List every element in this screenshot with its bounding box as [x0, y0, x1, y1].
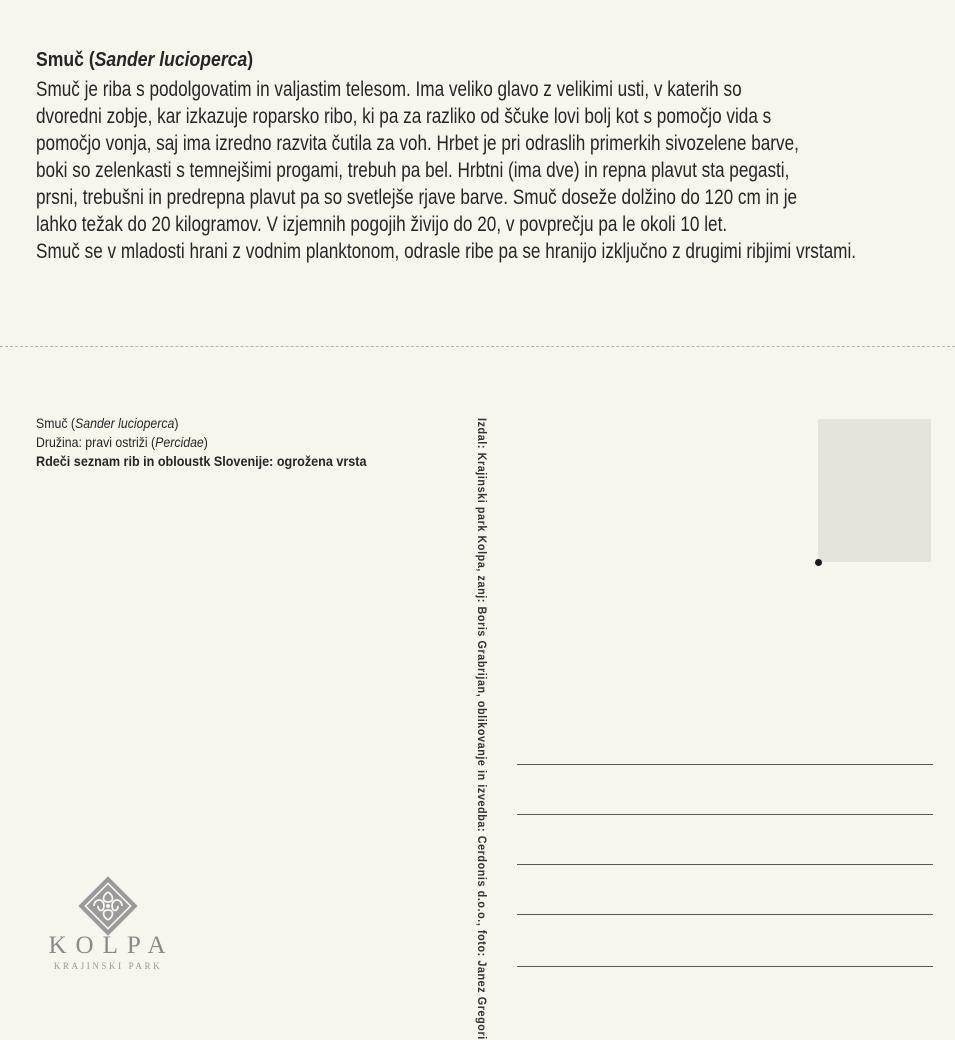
description-section [36, 46, 936, 265]
description-title: Smuč (Sander lucioperca) [36, 49, 254, 71]
description-line: dvoredni zobje, kar izkazuje roparsko ribo, ki pa za razliko od ščuke lovi bolj kot s pomočjo vida s [36, 105, 772, 128]
stamp-dot [815, 559, 822, 566]
address-line [517, 864, 933, 865]
address-line [517, 914, 933, 915]
species-info [36, 414, 403, 471]
logo-name: KOLPA [48, 932, 175, 959]
address-line [517, 814, 933, 815]
credits-column [470, 418, 494, 1040]
address-line [517, 966, 933, 967]
credits-text: Izdal: Krajinski park Kolpa, zanj: Boris Grabrijan, oblikovanje in izvedba: Cerdonis d.o.o., foto: Janez Gregori [475, 418, 487, 1040]
description-line: boki so zelenkasti s temnejšimi progami, trebuh pa bel. Hrbtni (ima dve) in repna plavut sta pegasti, [36, 159, 790, 182]
species-latin-name: Sander lucioperca [75, 415, 175, 431]
stamp-area [818, 419, 931, 562]
family-latin-name: Percidae [155, 434, 204, 450]
description-line: Smuč se v mladosti hrani z vodnim planktonom, odrasle ribe pa se hranijo izključno z drugimi ribjimi vrstami. [36, 240, 857, 263]
address-line [517, 764, 933, 765]
fold-divider [0, 346, 955, 347]
logo-subtitle: KRAJINSKI PARK [53, 961, 163, 971]
diamond-knot-icon [70, 876, 146, 936]
species-name: Smuč (Sander lucioperca) [36, 415, 179, 431]
description-body [36, 76, 936, 265]
description-line: pomočjo vonja, saj ima izredno razvita čutila za voh. Hrbet je pri odraslih primerkih sivozelene barve, [36, 132, 799, 155]
kolpa-logo [32, 876, 182, 976]
family-label: Družina: pravi ostriži [36, 434, 148, 450]
species-family: Družina: pravi ostriži (Percidae) [36, 434, 208, 450]
red-list-status: Rdeči seznam rib in obloustk Slovenije: ogrožena vrsta [36, 453, 367, 469]
title-common-name: Smuč [36, 49, 84, 71]
description-line: prsni, trebušni in predrepna plavut pa so svetlejše rjave barve. Smuč doseže dolžino do 120 cm in je [36, 186, 798, 209]
species-common-name: Smuč [36, 415, 68, 431]
description-line: lahko težak do 20 kilogramov. V izjemnih pogojih živijo do 20, v povprečju pa le okoli 10 let. [36, 213, 728, 236]
title-latin-name: Sander lucioperca [94, 49, 248, 71]
description-line: Smuč je riba s podolgovatim in valjastim telesom. Ima veliko glavo z velikimi usti, v katerih so [36, 78, 742, 101]
